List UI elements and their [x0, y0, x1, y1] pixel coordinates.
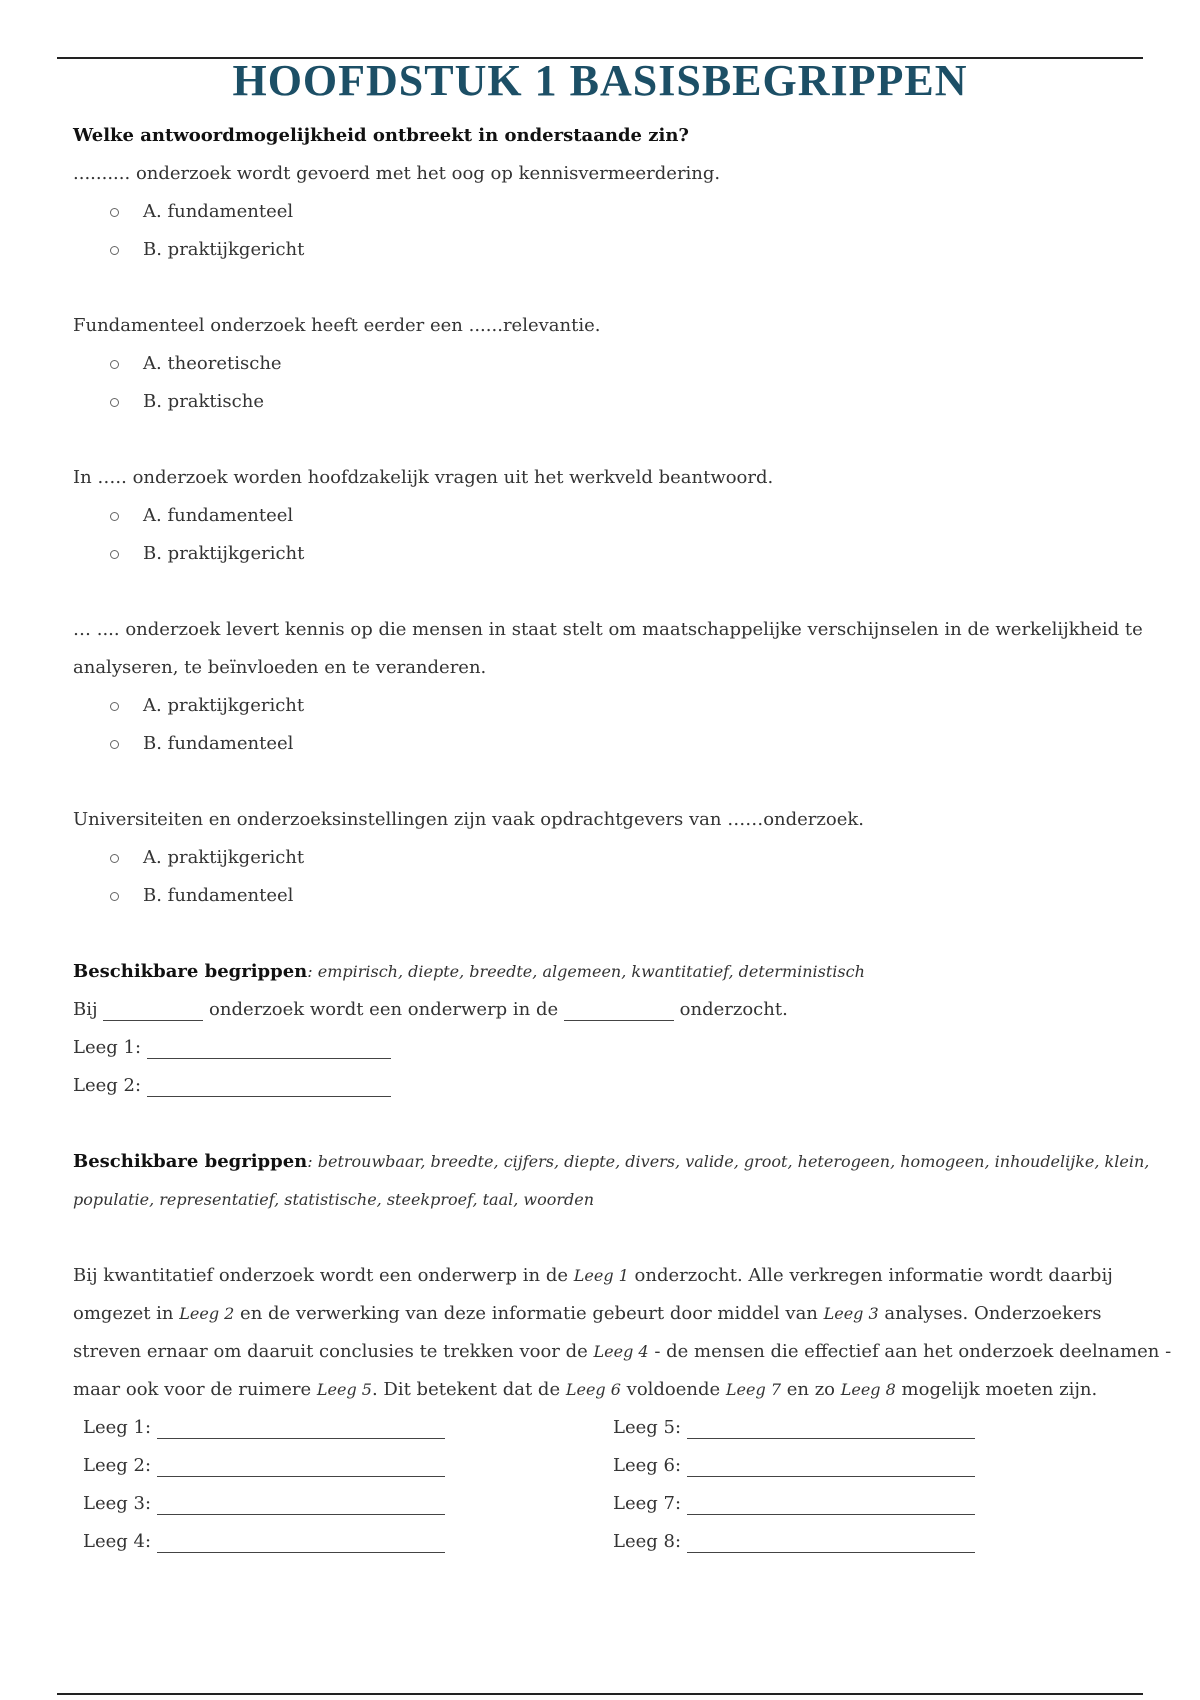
radio-icon[interactable] — [110, 512, 119, 521]
answer-field[interactable] — [157, 1492, 445, 1515]
section1-label: Beschikbare begrippen — [73, 961, 308, 982]
bottom-rule — [57, 1693, 1143, 1695]
answer-field[interactable] — [147, 1074, 391, 1097]
page-title: HOOFDSTUK 1 BASISBEGRIPPEN — [232, 56, 968, 105]
option-5b[interactable]: B. fundamenteel — [73, 877, 1133, 915]
question-5: Universiteiten en onderzoeksinstellingen zijn vaak opdrachtgevers van ……onderzoek. — [73, 809, 865, 830]
answer-field[interactable] — [687, 1416, 975, 1439]
radio-icon[interactable] — [110, 208, 119, 217]
option-2a[interactable]: A. theoretische — [73, 345, 1133, 383]
blank-row: Leeg 1: — [83, 1409, 603, 1447]
option-4a[interactable]: A. praktijkgericht — [73, 687, 1133, 725]
question-2: Fundamenteel onderzoek heeft eerder een ......relevantie. — [73, 315, 601, 336]
radio-icon[interactable] — [110, 740, 119, 749]
radio-icon[interactable] — [110, 854, 119, 863]
section1-sentence: Bij onderzoek wordt een onderwerp in de onderzocht. — [73, 999, 788, 1020]
question-3: In ….. onderzoek worden hoofdzakelijk vragen uit het werkveld beantwoord. — [73, 467, 774, 488]
answer-field[interactable] — [157, 1530, 445, 1553]
radio-icon[interactable] — [110, 360, 119, 369]
blank-row: Leeg 6: — [613, 1447, 1133, 1485]
radio-icon[interactable] — [110, 550, 119, 559]
answer-field[interactable] — [687, 1492, 975, 1515]
option-1a[interactable]: A. fundamenteel — [73, 193, 1133, 231]
inline-blank[interactable] — [103, 998, 203, 1021]
option-1b[interactable]: B. praktijkgericht — [73, 231, 1133, 269]
answer-field[interactable] — [687, 1454, 975, 1477]
radio-icon[interactable] — [110, 702, 119, 711]
radio-icon[interactable] — [110, 398, 119, 407]
question-4-line2: analyseren, te beïnvloeden en te veranderen. — [73, 657, 487, 678]
blank-row: Leeg 8: — [613, 1523, 1133, 1561]
option-3a[interactable]: A. fundamenteel — [73, 497, 1133, 535]
answer-grid — [73, 1409, 1133, 1561]
section1-terms — [73, 953, 1133, 991]
blank-row: Leeg 3: — [83, 1485, 603, 1523]
instruction: Welke antwoordmogelijkheid ontbreekt in onderstaande zin? — [73, 125, 689, 146]
answer-column-left — [73, 1409, 603, 1561]
answer-field[interactable] — [157, 1454, 445, 1477]
section1-terms-list: : empirisch, diepte, breedte, algemeen, kwantitatief, deterministisch — [307, 962, 865, 981]
question-1: .......... onderzoek wordt gevoerd met het oog op kennisvermeerdering. — [73, 163, 721, 184]
radio-icon[interactable] — [110, 246, 119, 255]
section1-blank-1: Leeg 1: — [73, 1029, 1133, 1067]
answer-column-right — [603, 1409, 1133, 1561]
section2-label: Beschikbare begrippen — [73, 1151, 308, 1172]
section1-blank-2: Leeg 2: — [73, 1067, 1133, 1105]
blank-row: Leeg 2: — [83, 1447, 603, 1485]
option-2b[interactable]: B. praktische — [73, 383, 1133, 421]
option-5a[interactable]: A. praktijkgericht — [73, 839, 1133, 877]
paragraph-line-3: streven ernaar om daaruit conclusies te trekken voor de Leeg 4 - de mensen die effectief aan het onderzoek deelnamen - — [73, 1341, 1172, 1362]
blank-row: Leeg 4: — [83, 1523, 603, 1561]
blank-row: Leeg 5: — [613, 1409, 1133, 1447]
question-4-line1: … .... onderzoek levert kennis op die mensen in staat stelt om maatschappelijke verschijnselen in de werkelijkheid te — [73, 619, 1143, 640]
radio-icon[interactable] — [110, 892, 119, 901]
blank-row: Leeg 7: — [613, 1485, 1133, 1523]
section2-terms-line1: Beschikbare begrippen: betrouwbaar, breedte, cijfers, diepte, divers, valide, groot, heterogeen, homogeen, inhoudelijke, klein, — [73, 1151, 1150, 1172]
paragraph-line-4: maar ook voor de ruimere Leeg 5. Dit betekent dat de Leeg 6 voldoende Leeg 7 en zo Leeg 8 mogelijk moeten zijn. — [73, 1379, 1098, 1400]
paragraph-line-2: omgezet in Leeg 2 en de verwerking van deze informatie gebeurt door middel van Leeg 3 analyses. Onderzoekers — [73, 1303, 1102, 1324]
worksheet-content — [73, 117, 1172, 1561]
answer-field[interactable] — [157, 1416, 445, 1439]
section2-terms-line2: populatie, representatief, statistische, steekproef, taal, woorden — [73, 1190, 595, 1209]
option-4b[interactable]: B. fundamenteel — [73, 725, 1133, 763]
paragraph-line-1: Bij kwantitatief onderzoek wordt een onderwerp in de Leeg 1 onderzocht. Alle verkregen informatie wordt daarbij — [73, 1265, 1113, 1286]
inline-blank[interactable] — [564, 998, 674, 1021]
option-3b[interactable]: B. praktijkgericht — [73, 535, 1133, 573]
answer-field[interactable] — [687, 1530, 975, 1553]
answer-field[interactable] — [147, 1036, 391, 1059]
